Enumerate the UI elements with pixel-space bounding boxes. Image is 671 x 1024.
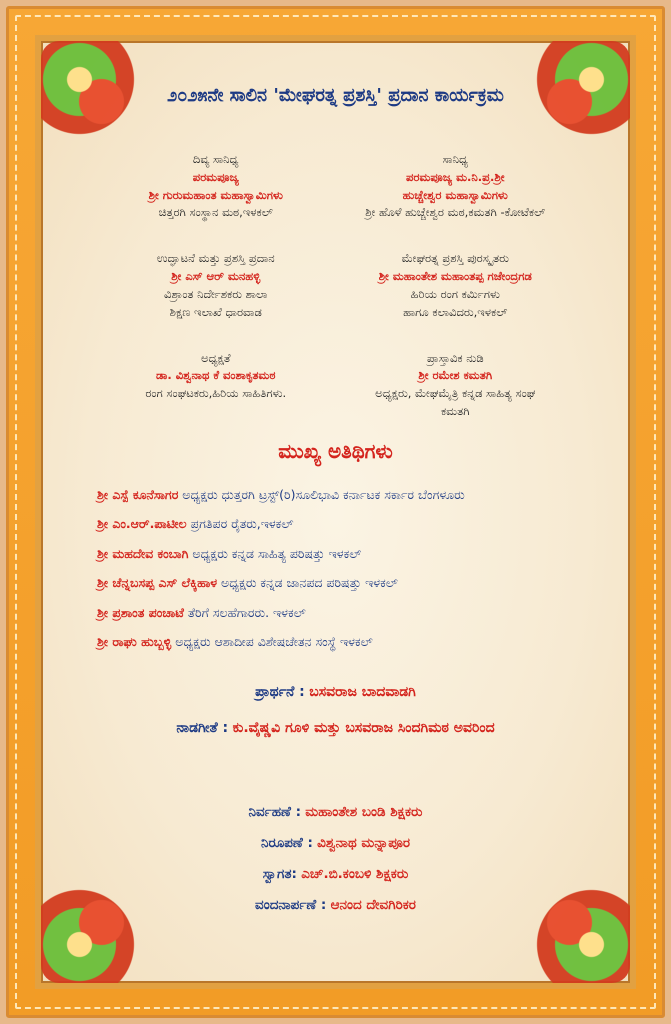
- guest-name: ಶ್ರೀ ರಾಘು ಹುಬ್ಬಳ್ಳಿ: [97, 633, 172, 649]
- credit-line: [41, 832, 630, 855]
- guest-name: ಶ್ರೀ ಎಂ.ಆರ್.ಪಾಟೀಲ: [97, 516, 187, 532]
- block-subtitle: ಕಮತಗಿ: [441, 403, 470, 418]
- list-item: [97, 514, 574, 533]
- list-item: [97, 632, 574, 651]
- credit-label: ನಿರೂಪಣೆ :: [261, 834, 313, 851]
- block-introduction: [345, 350, 567, 421]
- guest-description: ಅಧ್ಯಕ್ಷರು ಧುತ್ತರಗಿ ಟ್ರಸ್ಟ್(ರಿ)ಸೂಲಿಭಾವಿ ಕರ್ನಾಟಕ ಸರ್ಕಾರ ಬೆಂಗಳೂರು: [182, 487, 465, 502]
- credit-label: ಸ್ವಾಗತ:: [262, 865, 297, 882]
- block-heading: ಮೇಘರತ್ನ ಪ್ರಶಸ್ತಿ ಪುರಸ್ಕೃತರು: [401, 251, 509, 266]
- block-heading: ಉದ್ಘಾಟನೆ ಮತ್ತು ಪ್ರಶಸ್ತಿ ಪ್ರದಾನ: [156, 251, 275, 266]
- guest-description: ತೆರಿಗೆ ಸಲಹೆಗಾರರು. ಇಳಕಲ್: [187, 604, 306, 620]
- program-label: ನಾಡಗೀತೆ :: [176, 720, 229, 737]
- block-subtitle: ಹಿರಿಯ ರಂಗ ಕರ್ಮಿಗಳು: [410, 286, 500, 301]
- block-subtitle: ಶಿಕ್ಷಣ ಇಲಾಖೆ ಧಾರವಾಡ: [169, 304, 262, 319]
- program-value: ಬಸವರಾಜ ಬಾದವಾಡಗಿ: [309, 684, 416, 700]
- guest-name: ಶ್ರೀ ಮಹದೇವ ಕಂಬಾಗಿ: [97, 545, 189, 561]
- block-heading: ಪ್ರಾಸ್ತಾವಿಕ ನುಡಿ: [426, 350, 484, 365]
- block-heading: ಅಧ್ಯಕ್ಷತೆ: [201, 350, 231, 365]
- credit-value: ಎಚ್.ಬಿ.ಕಂಬಳಿ ಶಿಕ್ಷಕರು: [301, 865, 409, 882]
- program-value: ಕು.ವೈಷ್ಣವಿ ಗೂಳಿ ಮತ್ತು ಬಸವರಾಜ ಸಿಂದಗಿಮಠ ಅವರಿಂದ: [232, 720, 495, 737]
- block-subtitle: ಹಾಗೂ ಕಲಾವಿದರು,ಇಳಕಲ್: [403, 304, 508, 319]
- block-name-line: ಪರಮಪೂಜ್ಯ: [192, 169, 239, 184]
- guest-name: ಶ್ರೀ ಚೆನ್ನಬಸಪ್ಪ ಎಸ್ ಲೆಕ್ಕಿಹಾಳ: [97, 575, 218, 591]
- guest-name: ಶ್ರೀ ಪ್ರಶಾಂತ ಪಂಚಾಟೆ: [97, 604, 184, 620]
- block-presence: [345, 151, 567, 222]
- block-name-line: ಪರಮಪೂಜ್ಯ ಮ.ನಿ.ಪ್ರ.ಶ್ರೀ: [405, 169, 505, 184]
- block-subtitle: ಅಧ್ಯಕ್ಷರು, ಮೇಘಮೈತ್ರಿ ಕನ್ನಡ ಸಾಹಿತ್ಯ ಸಂಘ: [375, 386, 536, 401]
- block-subtitle: ಶ್ರೀ ಹೊಳೆ ಹುಚ್ಚೇಶ್ವರ ಮಠ,ಕಮತಗಿ -ಕೋಟೆಕಲ್: [365, 205, 546, 220]
- block-inauguration: [105, 250, 327, 321]
- block-subtitle: ಚಿತ್ತರಗಿ ಸಂಸ್ಥಾನ ಮಠ,ಇಳಕಲ್: [158, 205, 273, 220]
- block-subtitle: ರಂಗ ಸಂಘಟಕರು,ಹಿರಿಯ ಸಾಹಿತಿಗಳು.: [145, 386, 287, 401]
- credit-label: ನಿರ್ವಹಣೆ :: [248, 804, 301, 820]
- credit-value: ವಿಶ್ವನಾಥ ಮನ್ನಾಪೂರ: [317, 834, 410, 851]
- guest-description: ಪ್ರಗತಿಪರ ರೈತರು,ಇಳಕಲ್: [190, 516, 294, 532]
- block-divine-presence: [105, 151, 327, 222]
- block-subtitle: ವಿಶ್ರಾಂತ ನಿರ್ದೇಶಕರು ಶಾಲಾ: [164, 286, 268, 301]
- block-name-line: ಡಾ. ವಿಶ್ವನಾಥ ಕೆ ವಂಶಾಕೃತಮಠ: [155, 368, 276, 383]
- credit-label: ವಂದನಾರ್ಪಣೆ :: [255, 896, 327, 913]
- corner-ornament-bottom-right: [520, 873, 630, 983]
- block-name-line: ಹುಚ್ಚೇಶ್ವರ ಮಹಾಸ್ವಾಮಿಗಳು: [402, 187, 508, 202]
- block-name-line: ಶ್ರೀ ರಮೇಶ ಕಮತಗಿ: [418, 368, 493, 383]
- block-heading: ಸಾನಿಧ್ಯ: [442, 152, 469, 166]
- program-label: ಪ್ರಾರ್ಥನೆ :: [255, 684, 305, 700]
- guest-description: ಅಧ್ಯಕ್ಷರು ಕನ್ನಡ ಜಾನಪದ ಪರಿಷತ್ತು ಇಳಕಲ್: [221, 575, 398, 591]
- block-award-recipient: [345, 250, 567, 321]
- event-title: ೨೦೨೫ನೇ ಸಾಲಿನ 'ಮೇಘರತ್ನ ಪ್ರಶಸ್ತಿ' ಪ್ರದಾನ ಕಾರ್ಯಕ್ರಮ: [167, 85, 504, 106]
- list-item: [97, 573, 574, 592]
- block-president: [105, 350, 327, 421]
- program-section: [41, 681, 630, 754]
- dignitaries-grid: [105, 151, 566, 421]
- corner-ornament-top-right: [520, 41, 630, 151]
- program-line-prayer: [41, 681, 630, 703]
- list-item: [97, 544, 574, 563]
- block-name-line: ಶ್ರೀ ಮಹಾಂತೇಶ ಮಹಾಂತಪ್ಪ ಗಜೇಂದ್ರಗಡ: [378, 269, 532, 284]
- corner-ornament-top-left: [41, 41, 151, 151]
- corner-ornament-bottom-left: [41, 873, 151, 983]
- guest-description: ಅಧ್ಯಕ್ಷರು ಆಶಾದೀಪ ವಿಶೇಷಚೇತನ ಸಂಸ್ಥೆ ಇಳಕಲ್: [175, 633, 373, 649]
- block-name-line: ಶ್ರೀ ಎಸ್ ಆರ್ ಮನಹಳ್ಳಿ: [171, 269, 261, 284]
- credit-value: ಮಹಾಂತೇಶ ಬಂಡಿ ಶಿಕ್ಷಕರು: [305, 804, 423, 820]
- credit-line: [41, 801, 630, 824]
- chief-guests-heading: ಮುಖ್ಯ ಅತಿಥಿಗಳು: [278, 439, 393, 463]
- guest-name: ಶ್ರೀ ಎಸ್ಪೆ ಕೂನೆಸಾಗರ: [97, 487, 179, 502]
- block-name-line: ಶ್ರೀ ಗುರುಮಹಾಂತ ಮಹಾಸ್ವಾಮಿಗಳು: [148, 187, 283, 202]
- credit-value: ಆನಂದ ದೇವಗಿರಿಕರ: [330, 896, 416, 913]
- program-line-anthem: [41, 717, 630, 739]
- guest-description: ಅಧ್ಯಕ್ಷರು ಕನ್ನಡ ಸಾಹಿತ್ಯ ಪರಿಷತ್ತು ಇಳಕಲ್: [192, 545, 362, 561]
- list-item: [97, 485, 574, 504]
- list-item: [97, 603, 574, 622]
- chief-guests-list: [97, 485, 574, 661]
- decorative-border-frame: [6, 6, 665, 1018]
- block-heading: ದಿವ್ಯ ಸಾನಿಧ್ಯ: [192, 152, 239, 166]
- invitation-content: [35, 35, 636, 989]
